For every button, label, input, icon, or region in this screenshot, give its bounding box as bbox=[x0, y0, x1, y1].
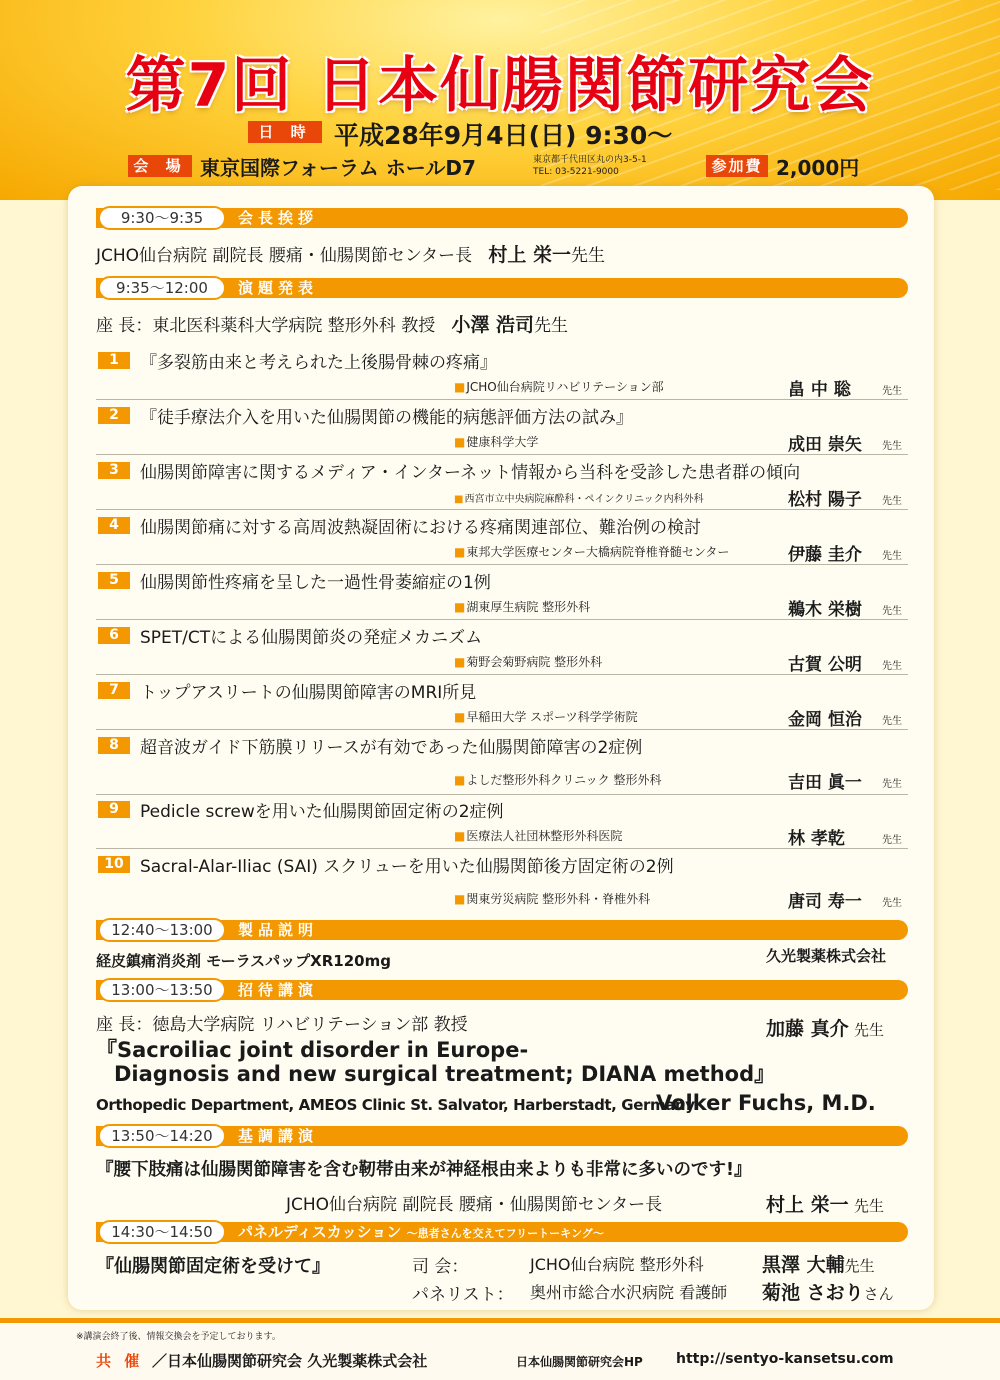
invited-affiliation: Orthopedic Department, AMEOS Clinic St. Salvator, Harberstadt, Germany bbox=[96, 1096, 695, 1114]
talk-suffix: 先生 bbox=[882, 551, 902, 562]
talk-title: SPET/CTによる仙腸関節炎の発症メカニズム bbox=[140, 628, 483, 648]
invited-chair-name: 加藤 真介 先生 bbox=[766, 1018, 885, 1040]
product-line: 経皮鎮痛消炎剤 モーラスパップXR120mg bbox=[96, 952, 391, 970]
talk-title: Sacral-Alar-Iliac (SAI) スクリューを用いた仙腸関節後方固定術の2例 bbox=[140, 857, 674, 877]
talk-number: 2 bbox=[98, 407, 130, 424]
talk-title: 『徒手療法介入を用いた仙腸関節の機能的病態評価方法の試み』 bbox=[140, 408, 633, 428]
talk-number: 4 bbox=[98, 517, 130, 534]
venue-label: 会 場 bbox=[128, 155, 192, 177]
talk-speaker: 林 孝乾 bbox=[788, 829, 845, 849]
talk-number: 5 bbox=[98, 572, 130, 589]
talk-number: 6 bbox=[98, 627, 130, 644]
talk-affiliation: ■ よしだ整形外科クリニック 整形外科 bbox=[454, 771, 661, 788]
venue-address: 東京都千代田区丸の内3-5-1 bbox=[533, 155, 647, 165]
talk-item bbox=[96, 678, 908, 730]
hp-url-link[interactable]: http://sentyo-kansetsu.com bbox=[676, 1351, 894, 1367]
talk-title: トップアスリートの仙腸関節障害のMRI所見 bbox=[140, 683, 477, 703]
talk-affiliation: ■ 東邦大学医療センター大橋病院脊椎脊髄センター bbox=[454, 543, 729, 560]
fee-label: 参加費 bbox=[706, 155, 768, 177]
talk-speaker: 鵜木 栄樹 bbox=[788, 600, 862, 620]
section-name-presentations: 演題発表 bbox=[238, 279, 319, 297]
talk-affiliation: ■ 菊野会菊野病院 整形外科 bbox=[454, 653, 602, 670]
talk-affiliation: ■ 関東労災病院 整形外科・脊椎外科 bbox=[454, 890, 650, 907]
talk-title: 仙腸関節性疼痛を呈した一過性骨萎縮症の1例 bbox=[140, 573, 491, 593]
section-name-product: 製品説明 bbox=[238, 921, 319, 939]
talk-number: 1 bbox=[98, 352, 130, 369]
talk-number: 10 bbox=[98, 856, 130, 873]
section-time-panel: 14:30〜14:50 bbox=[98, 1220, 226, 1244]
talk-number: 8 bbox=[98, 737, 130, 754]
talk-item bbox=[96, 733, 908, 795]
talk-affiliation: ■ 西宮市立中央病院麻酔科・ペインクリニック内科外科 bbox=[454, 490, 704, 505]
cohost-label: 共 催 bbox=[96, 1352, 144, 1370]
talk-item bbox=[96, 623, 908, 675]
talk-affiliation: ■ 早稲田大学 スポーツ科学学術院 bbox=[454, 708, 638, 725]
invited-title-line1: 『Sacroiliac joint disorder in Europe- bbox=[96, 1038, 529, 1062]
talk-number: 9 bbox=[98, 801, 130, 818]
talk-speaker: 畠 中 聡 bbox=[788, 380, 851, 400]
talk-speaker: 唐司 寿一 bbox=[788, 892, 862, 912]
talk-suffix: 先生 bbox=[882, 779, 902, 790]
talk-title: 『多裂筋由来と考えられた上後腸骨棘の疼痛』 bbox=[140, 353, 497, 373]
panel-panelist-affiliation: 奥州市総合水沢病院 看護師 bbox=[530, 1283, 728, 1302]
talk-number: 3 bbox=[98, 462, 130, 479]
talk-speaker: 伊藤 圭介 bbox=[788, 545, 862, 565]
fee-value: 2,000円 bbox=[776, 156, 860, 180]
talk-affiliation: ■ 医療法人社団林整形外科医院 bbox=[454, 827, 622, 844]
event-title: 第7回 日本仙腸関節研究会 bbox=[125, 51, 875, 121]
section-time-keynote: 13:50〜14:20 bbox=[98, 1124, 226, 1148]
section-time-invited: 13:00〜13:50 bbox=[98, 978, 226, 1002]
section-time-presentations: 9:35〜12:00 bbox=[98, 276, 226, 300]
presentations-chair: 座 長：東北医科薬科大学病院 整形外科 教授 小澤 浩司先生 bbox=[96, 314, 569, 336]
talk-item bbox=[96, 568, 908, 620]
panel-title: 『仙腸関節固定術を受けて』 bbox=[96, 1256, 330, 1277]
talk-item bbox=[96, 403, 908, 455]
footer-note: ※講演会終了後、情報交換会を予定しております。 bbox=[76, 1332, 281, 1342]
talk-suffix: 先生 bbox=[882, 496, 902, 507]
talk-affiliation: ■ 湖東厚生病院 整形外科 bbox=[454, 598, 590, 615]
date-label: 日 時 bbox=[248, 121, 322, 143]
section-name-greeting: 会長挨拶 bbox=[238, 209, 319, 227]
talk-affiliation: ■ 健康科学大学 bbox=[454, 433, 538, 450]
talk-suffix: 先生 bbox=[882, 716, 902, 727]
panel-panelist-role: パネリスト： bbox=[412, 1285, 514, 1305]
section-time-product: 12:40〜13:00 bbox=[98, 918, 226, 942]
keynote-title: 『腰下肢痛は仙腸関節障害を含む靭帯由来が神経根由来よりも非常に多いのです!』 bbox=[96, 1160, 752, 1180]
talk-speaker: 吉田 眞一 bbox=[788, 773, 862, 793]
section-name-panel: パネルディスカッション 〜患者さんを交えてフリートーキング〜 bbox=[238, 1223, 604, 1241]
invited-title-line2: Diagnosis and new surgical treatment; DIANA method』 bbox=[114, 1062, 776, 1086]
talk-suffix: 先生 bbox=[882, 386, 902, 397]
panel-moderator-affiliation: JCHO仙台病院 整形外科 bbox=[530, 1255, 704, 1274]
talk-affiliation: ■ JCHO仙台病院リハビリテーション部 bbox=[454, 378, 664, 395]
talk-title: Pedicle screwを用いた仙腸関節固定術の2症例 bbox=[140, 802, 504, 822]
hp-label: 日本仙腸関節研究会HP bbox=[516, 1355, 643, 1369]
panel-moderator: 黒澤 大輔先生 bbox=[762, 1254, 875, 1276]
section-name-keynote: 基調講演 bbox=[238, 1127, 319, 1145]
cohost-value: ／日本仙腸関節研究会 久光製薬株式会社 bbox=[152, 1352, 428, 1370]
venue-value: 東京国際フォーラム ホールD7 bbox=[200, 156, 476, 180]
talk-suffix: 先生 bbox=[882, 441, 902, 452]
talk-speaker: 松村 陽子 bbox=[788, 490, 862, 510]
talk-suffix: 先生 bbox=[882, 606, 902, 617]
panel-moderator-role: 司 会： bbox=[412, 1257, 469, 1277]
product-company: 久光製薬株式会社 bbox=[766, 947, 887, 965]
date-value: 平成28年9月4日(日) 9:30〜 bbox=[334, 121, 673, 150]
venue-tel: TEL: 03-5221-9000 bbox=[533, 167, 619, 177]
talk-speaker: 金岡 恒治 bbox=[788, 710, 862, 730]
talk-title: 仙腸関節痛に対する高周波熱凝固術における疼痛関連部位、難治例の検討 bbox=[140, 518, 701, 538]
invited-speaker: Volker Fuchs, M.D. bbox=[656, 1091, 876, 1115]
talk-item bbox=[96, 458, 908, 510]
talk-item bbox=[96, 348, 908, 400]
talk-item bbox=[96, 797, 908, 849]
panel-panelist: 菊池 さおりさん bbox=[762, 1282, 894, 1304]
invited-chair: 座 長：徳島大学病院 リハビリテーション部 教授 bbox=[96, 1015, 468, 1035]
talk-item bbox=[96, 513, 908, 565]
keynote-speaker-line: JCHO仙台病院 副院長 腰痛・仙腸関節センター長 bbox=[286, 1195, 663, 1215]
section-name-invited: 招待講演 bbox=[238, 981, 319, 999]
talk-title: 超音波ガイド下筋膜リリースが有効であった仙腸関節障害の2症例 bbox=[140, 738, 643, 758]
greeting-speaker: JCHO仙台病院 副院長 腰痛・仙腸関節センター長 村上 栄一先生 bbox=[96, 244, 606, 266]
section-time-greeting: 9:30〜9:35 bbox=[98, 206, 226, 230]
talk-title: 仙腸関節障害に関するメディア・インターネット情報から当科を受診した患者群の傾向 bbox=[140, 463, 801, 483]
talk-item bbox=[96, 852, 908, 912]
talk-suffix: 先生 bbox=[882, 898, 902, 909]
keynote-speaker: 村上 栄一 先生 bbox=[766, 1194, 885, 1216]
talk-number: 7 bbox=[98, 682, 130, 699]
talk-speaker: 成田 崇矢 bbox=[788, 435, 862, 455]
talk-suffix: 先生 bbox=[882, 661, 902, 672]
talk-suffix: 先生 bbox=[882, 835, 902, 846]
talk-speaker: 古賀 公明 bbox=[788, 655, 862, 675]
